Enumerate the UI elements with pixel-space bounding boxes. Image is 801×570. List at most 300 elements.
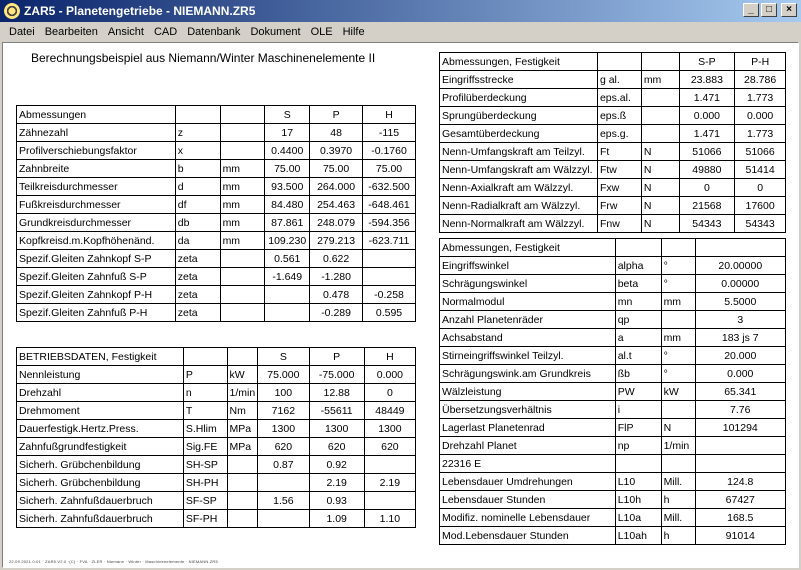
table-cell: 5.5000 xyxy=(695,293,785,311)
table-cell: Modifiz. nominelle Lebensdauer xyxy=(440,509,616,527)
table-cell: 1.471 xyxy=(679,125,735,143)
table-cell xyxy=(641,53,679,71)
table-cell: 1.471 xyxy=(679,89,735,107)
table-cell: g al. xyxy=(597,71,641,89)
table-cell: SF-PH xyxy=(183,510,227,528)
table-cell: 0.00000 xyxy=(695,275,785,293)
table-cell: N xyxy=(641,161,679,179)
table-cell: ° xyxy=(661,347,695,365)
table-cell: H xyxy=(363,106,416,124)
table-cell: mn xyxy=(615,293,661,311)
table-cell: Sicherh. Zahnfußdauerbruch xyxy=(17,510,184,528)
table-cell xyxy=(227,492,258,510)
table-cell: -55611 xyxy=(309,402,364,420)
table-cell xyxy=(220,142,265,160)
table-cell: Schrägungswinkel xyxy=(440,275,616,293)
table-festigkeit xyxy=(439,238,786,545)
table-cell: n xyxy=(183,384,227,402)
table-cell: 0.561 xyxy=(265,250,310,268)
table-row xyxy=(440,437,786,455)
table-cell: 65.341 xyxy=(695,383,785,401)
table-cell xyxy=(641,89,679,107)
table-cell: N xyxy=(641,179,679,197)
table-cell xyxy=(258,474,309,492)
table-cell: Mod.Lebensdauer Stunden xyxy=(440,527,616,545)
table-cell: 100 xyxy=(258,384,309,402)
table-row xyxy=(17,268,416,286)
table-cell: P xyxy=(310,106,363,124)
table-cell: 0.93 xyxy=(309,492,364,510)
table-cell: S.Hlim xyxy=(183,420,227,438)
table-row xyxy=(17,286,416,304)
table-ueberdeckung xyxy=(439,52,786,233)
table-cell: Zähnezahl xyxy=(17,124,176,142)
table-cell: 0.92 xyxy=(309,456,364,474)
table-cell: 0.622 xyxy=(310,250,363,268)
table-cell: Drehzahl xyxy=(17,384,184,402)
table-cell: 17 xyxy=(265,124,310,142)
close-button[interactable]: × xyxy=(781,3,797,17)
table-cell xyxy=(364,456,415,474)
table-cell: a xyxy=(615,329,661,347)
table-cell: -0.1760 xyxy=(363,142,416,160)
table-cell: Schrägungswink.am Grundkreis xyxy=(440,365,616,383)
table-cell xyxy=(227,348,258,366)
table-row xyxy=(440,293,786,311)
table-cell: Eingriffsstrecke xyxy=(440,71,598,89)
table-cell: zeta xyxy=(175,268,220,286)
table-cell: Ftw xyxy=(597,161,641,179)
table-cell: Ft xyxy=(597,143,641,161)
table-cell: -0.289 xyxy=(310,304,363,322)
table-cell: ßb xyxy=(615,365,661,383)
table-header-row xyxy=(17,348,416,366)
table-cell: -623.711 xyxy=(363,232,416,250)
table-cell: Sig.FE xyxy=(183,438,227,456)
table-cell: eps.g. xyxy=(597,125,641,143)
table-cell: Nenn-Radialkraft am Wälzzyl. xyxy=(440,197,598,215)
document-area[interactable] xyxy=(2,42,799,568)
table-abmessungen xyxy=(16,105,416,322)
table-cell xyxy=(661,239,695,257)
table-cell: 93.500 xyxy=(265,178,310,196)
table-cell: 0.3970 xyxy=(310,142,363,160)
footer-info: 22.09.2021 0:01 · ZAR5 V2.0 ·(C) · FVA · ZLER · Niemann · Winter · Maschinenelemente · NIEMANN.ZR5 xyxy=(9,559,218,564)
table-cell: -75.000 xyxy=(309,366,364,384)
table-cell: mm xyxy=(220,196,265,214)
table-cell: 51066 xyxy=(735,143,786,161)
table-cell: Dauerfestigk.Hertz.Press. xyxy=(17,420,184,438)
table-cell: 67427 xyxy=(695,491,785,509)
table-row xyxy=(17,304,416,322)
table-header-row xyxy=(440,239,786,257)
table-cell: 20.000 xyxy=(695,347,785,365)
table-cell: 1300 xyxy=(364,420,415,438)
table-row xyxy=(440,107,786,125)
table-cell: L10a xyxy=(615,509,661,527)
table-row xyxy=(17,510,416,528)
table-cell: 87.861 xyxy=(265,214,310,232)
table-cell: H xyxy=(364,348,415,366)
table-cell xyxy=(220,286,265,304)
table-row xyxy=(440,383,786,401)
table-cell: mm xyxy=(220,214,265,232)
table-cell: zeta xyxy=(175,304,220,322)
table-cell: S xyxy=(265,106,310,124)
table-row xyxy=(440,473,786,491)
table-cell: 109.230 xyxy=(265,232,310,250)
table-row xyxy=(17,492,416,510)
window-controls xyxy=(743,3,797,17)
table-cell: Sprungüberdeckung xyxy=(440,107,598,125)
table-cell: Profilverschiebungsfaktor xyxy=(17,142,176,160)
table-cell: mm xyxy=(661,293,695,311)
table-cell xyxy=(661,455,695,473)
table-cell: MPa xyxy=(227,438,258,456)
table-cell: 1/min xyxy=(661,437,695,455)
table-cell: kW xyxy=(661,383,695,401)
table-row xyxy=(440,329,786,347)
table-cell: 0.000 xyxy=(364,366,415,384)
table-cell: 1300 xyxy=(309,420,364,438)
table-cell: 620 xyxy=(364,438,415,456)
page-heading: Berechnungsbeispiel aus Niemann/Winter Maschinenelemente II xyxy=(31,51,376,65)
table-cell: -648.461 xyxy=(363,196,416,214)
table-row xyxy=(17,232,416,250)
table-cell: 168.5 xyxy=(695,509,785,527)
table-cell: qp xyxy=(615,311,661,329)
table-cell: h xyxy=(661,491,695,509)
table-cell: Nenn-Normalkraft am Wälzzyl. xyxy=(440,215,598,233)
table-row xyxy=(440,509,786,527)
menu-hilfe[interactable]: Hilfe xyxy=(342,26,365,38)
table-cell xyxy=(615,455,661,473)
table-cell: h xyxy=(661,527,695,545)
table-cell xyxy=(220,106,265,124)
table-cell: 0.87 xyxy=(258,456,309,474)
table-cell: 49880 xyxy=(679,161,735,179)
table-cell: PW xyxy=(615,383,661,401)
table-row xyxy=(440,275,786,293)
table-cell: 3 xyxy=(695,311,785,329)
table-cell: 264.000 xyxy=(310,178,363,196)
table-cell xyxy=(597,53,641,71)
table-cell: Drehmoment xyxy=(17,402,184,420)
table-cell xyxy=(695,239,785,257)
table-cell: SH-SP xyxy=(183,456,227,474)
table-cell: 1.56 xyxy=(258,492,309,510)
table-cell: N xyxy=(641,197,679,215)
table-cell: zeta xyxy=(175,286,220,304)
table-cell: Zahnfußgrundfestigkeit xyxy=(17,438,184,456)
table-cell xyxy=(641,107,679,125)
table-cell: Zahnbreite xyxy=(17,160,176,178)
table-cell: 620 xyxy=(258,438,309,456)
window-title: ZAR5 - Planetengetriebe - NIEMANN.ZR5 xyxy=(24,4,256,18)
table-cell: 75.00 xyxy=(265,160,310,178)
table-cell: z xyxy=(175,124,220,142)
table-cell: 1.773 xyxy=(735,89,786,107)
table-cell: 0.000 xyxy=(679,107,735,125)
maximize-button[interactable]: □ xyxy=(761,3,777,17)
minimize-button[interactable]: _ xyxy=(743,3,759,17)
table-cell: Spezif.Gleiten Zahnfuß P-H xyxy=(17,304,176,322)
table-cell: 7162 xyxy=(258,402,309,420)
table-cell xyxy=(175,106,220,124)
table-cell: 101294 xyxy=(695,419,785,437)
table-cell: -1.649 xyxy=(265,268,310,286)
table-cell: T xyxy=(183,402,227,420)
table-cell xyxy=(220,250,265,268)
table-row xyxy=(17,438,416,456)
table-cell: al.t xyxy=(615,347,661,365)
table-cell xyxy=(615,239,661,257)
table-row xyxy=(17,366,416,384)
table-row xyxy=(17,456,416,474)
table-cell: Abmessungen, Festigkeit xyxy=(440,53,598,71)
table-cell xyxy=(258,510,309,528)
table-cell: b xyxy=(175,160,220,178)
table-row xyxy=(17,196,416,214)
table-cell: P-H xyxy=(735,53,786,71)
table-row xyxy=(17,474,416,492)
table-row xyxy=(440,89,786,107)
table-cell: 620 xyxy=(309,438,364,456)
table-cell: 0.595 xyxy=(363,304,416,322)
table-cell: da xyxy=(175,232,220,250)
table-cell: 20.00000 xyxy=(695,257,785,275)
table-cell: mm xyxy=(641,71,679,89)
table-cell: 1.10 xyxy=(364,510,415,528)
table-cell xyxy=(220,124,265,142)
table-cell: 75.000 xyxy=(258,366,309,384)
table-cell: Nm xyxy=(227,402,258,420)
table-cell: zeta xyxy=(175,250,220,268)
table-cell: SH-PH xyxy=(183,474,227,492)
table-row xyxy=(17,214,416,232)
table-cell: db xyxy=(175,214,220,232)
table-cell: Grundkreisdurchmesser xyxy=(17,214,176,232)
table-cell: 17600 xyxy=(735,197,786,215)
table-row xyxy=(17,420,416,438)
table-cell: 254.463 xyxy=(310,196,363,214)
table-cell: -115 xyxy=(363,124,416,142)
table-row xyxy=(440,71,786,89)
table-cell xyxy=(227,474,258,492)
menu-datenbank[interactable]: Datenbank xyxy=(187,26,241,38)
table-cell: Sicherh. Zahnfußdauerbruch xyxy=(17,492,184,510)
table-cell: -632.500 xyxy=(363,178,416,196)
table-cell: Sicherh. Grübchenbildung xyxy=(17,474,184,492)
table-cell: ° xyxy=(661,365,695,383)
table-row xyxy=(17,250,416,268)
table-cell: alpha xyxy=(615,257,661,275)
table-cell: Lebensdauer Stunden xyxy=(440,491,616,509)
table-header-row xyxy=(17,106,416,124)
table-cell: 0.478 xyxy=(310,286,363,304)
table-cell: Fußkreisdurchmesser xyxy=(17,196,176,214)
table-cell: 279.213 xyxy=(310,232,363,250)
table-cell: Normalmodul xyxy=(440,293,616,311)
menu-dokument[interactable]: Dokument xyxy=(250,26,301,38)
table-cell: 28.786 xyxy=(735,71,786,89)
table-cell: Profilüberdeckung xyxy=(440,89,598,107)
table-row xyxy=(440,257,786,275)
table-cell: Nenn-Umfangskraft am Teilzyl. xyxy=(440,143,598,161)
table-cell: Abmessungen xyxy=(17,106,176,124)
table-cell: 1/min xyxy=(227,384,258,402)
table-cell xyxy=(227,510,258,528)
table-row xyxy=(440,365,786,383)
table-cell: S-P xyxy=(679,53,735,71)
table-cell: eps.al. xyxy=(597,89,641,107)
table-row xyxy=(440,197,786,215)
table-row xyxy=(440,491,786,509)
table-cell: mm xyxy=(661,329,695,347)
menu-cad[interactable]: CAD xyxy=(153,26,178,38)
table-cell: 54343 xyxy=(679,215,735,233)
table-row xyxy=(440,419,786,437)
table-cell: 2.19 xyxy=(364,474,415,492)
table-cell: df xyxy=(175,196,220,214)
table-cell: 84.480 xyxy=(265,196,310,214)
table-row xyxy=(440,455,786,473)
table-cell: 91014 xyxy=(695,527,785,545)
table-row xyxy=(17,124,416,142)
table-cell: kW xyxy=(227,366,258,384)
table-cell: Wälzleistung xyxy=(440,383,616,401)
menu-ansicht[interactable]: Ansicht xyxy=(107,26,144,38)
table-cell: Nenn-Umfangskraft am Wälzzyl. xyxy=(440,161,598,179)
table-cell xyxy=(265,304,310,322)
table-cell: Spezif.Gleiten Zahnkopf P-H xyxy=(17,286,176,304)
table-cell xyxy=(641,125,679,143)
menu-ole[interactable]: OLE xyxy=(310,26,333,38)
table-cell: 75.00 xyxy=(310,160,363,178)
table-cell: FlP xyxy=(615,419,661,437)
table-cell: Nenn-Axialkraft am Wälzzyl. xyxy=(440,179,598,197)
table-cell: P xyxy=(183,366,227,384)
table-cell: -1.280 xyxy=(310,268,363,286)
table-cell: 51066 xyxy=(679,143,735,161)
table-cell: Spezif.Gleiten Zahnkopf S-P xyxy=(17,250,176,268)
table-cell: Eingriffswinkel xyxy=(440,257,616,275)
table-cell: np xyxy=(615,437,661,455)
table-cell: L10ah xyxy=(615,527,661,545)
table-cell: 75.00 xyxy=(363,160,416,178)
table-cell: ° xyxy=(661,257,695,275)
table-cell: 0.000 xyxy=(735,107,786,125)
table-row xyxy=(440,311,786,329)
table-cell: 48449 xyxy=(364,402,415,420)
table-header-row xyxy=(440,53,786,71)
table-cell: 48 xyxy=(310,124,363,142)
table-cell: 1.773 xyxy=(735,125,786,143)
table-cell: 54343 xyxy=(735,215,786,233)
table-cell: L10 xyxy=(615,473,661,491)
table-cell xyxy=(661,311,695,329)
table-cell: Fxw xyxy=(597,179,641,197)
table-cell: Stirneingriffswinkel Teilzyl. xyxy=(440,347,616,365)
table-row xyxy=(440,143,786,161)
menu-bearbeiten[interactable]: Bearbeiten xyxy=(44,26,98,38)
table-cell: beta xyxy=(615,275,661,293)
table-cell: P xyxy=(309,348,364,366)
table-cell: S xyxy=(258,348,309,366)
table-cell: Abmessungen, Festigkeit xyxy=(440,239,616,257)
table-cell: 248.079 xyxy=(310,214,363,232)
table-cell xyxy=(695,437,785,455)
table-cell: d xyxy=(175,178,220,196)
table-row xyxy=(17,384,416,402)
table-cell: 2.19 xyxy=(309,474,364,492)
table-cell xyxy=(695,455,785,473)
table-cell: Sicherh. Grübchenbildung xyxy=(17,456,184,474)
table-row xyxy=(440,179,786,197)
table-row xyxy=(440,347,786,365)
table-cell: Anzahl Planetenräder xyxy=(440,311,616,329)
table-cell: Lagerlast Planetenrad xyxy=(440,419,616,437)
table-cell: BETRIEBSDATEN, Festigkeit xyxy=(17,348,184,366)
table-cell: 0 xyxy=(735,179,786,197)
table-cell: 1.09 xyxy=(309,510,364,528)
table-cell: 51414 xyxy=(735,161,786,179)
table-cell: x xyxy=(175,142,220,160)
table-cell: Mill. xyxy=(661,509,695,527)
table-cell: SF-SP xyxy=(183,492,227,510)
table-cell: L10h xyxy=(615,491,661,509)
table-cell: Teilkreisdurchmesser xyxy=(17,178,176,196)
table-cell: MPa xyxy=(227,420,258,438)
table-row xyxy=(17,142,416,160)
table-row xyxy=(440,527,786,545)
table-row xyxy=(17,178,416,196)
table-cell: 21568 xyxy=(679,197,735,215)
table-cell xyxy=(265,286,310,304)
table-cell xyxy=(227,456,258,474)
table-cell: Fnw xyxy=(597,215,641,233)
table-cell: Nennleistung xyxy=(17,366,184,384)
table-cell: Achsabstand xyxy=(440,329,616,347)
table-row xyxy=(440,215,786,233)
table-cell: mm xyxy=(220,232,265,250)
table-cell: 1300 xyxy=(258,420,309,438)
table-cell xyxy=(363,250,416,268)
table-cell: Übersetzungsverhältnis xyxy=(440,401,616,419)
table-cell: 124.8 xyxy=(695,473,785,491)
table-cell: eps.ß xyxy=(597,107,641,125)
table-row xyxy=(17,402,416,420)
menu-bar xyxy=(0,22,801,42)
table-betriebsdaten xyxy=(16,347,416,528)
table-cell: Spezif.Gleiten Zahnfuß S-P xyxy=(17,268,176,286)
table-cell xyxy=(364,492,415,510)
table-cell: i xyxy=(615,401,661,419)
table-cell: ° xyxy=(661,275,695,293)
table-cell: Mill. xyxy=(661,473,695,491)
table-cell: Gesamtüberdeckung xyxy=(440,125,598,143)
menu-datei[interactable]: Datei xyxy=(9,26,35,38)
table-cell: 23.883 xyxy=(679,71,735,89)
table-cell: 0 xyxy=(679,179,735,197)
app-gear-icon[interactable] xyxy=(4,3,20,19)
table-row xyxy=(440,161,786,179)
table-cell: Drehzahl Planet xyxy=(440,437,616,455)
title-bar[interactable] xyxy=(0,0,801,22)
table-cell: mm xyxy=(220,160,265,178)
table-cell: 183 js 7 xyxy=(695,329,785,347)
table-row xyxy=(17,160,416,178)
